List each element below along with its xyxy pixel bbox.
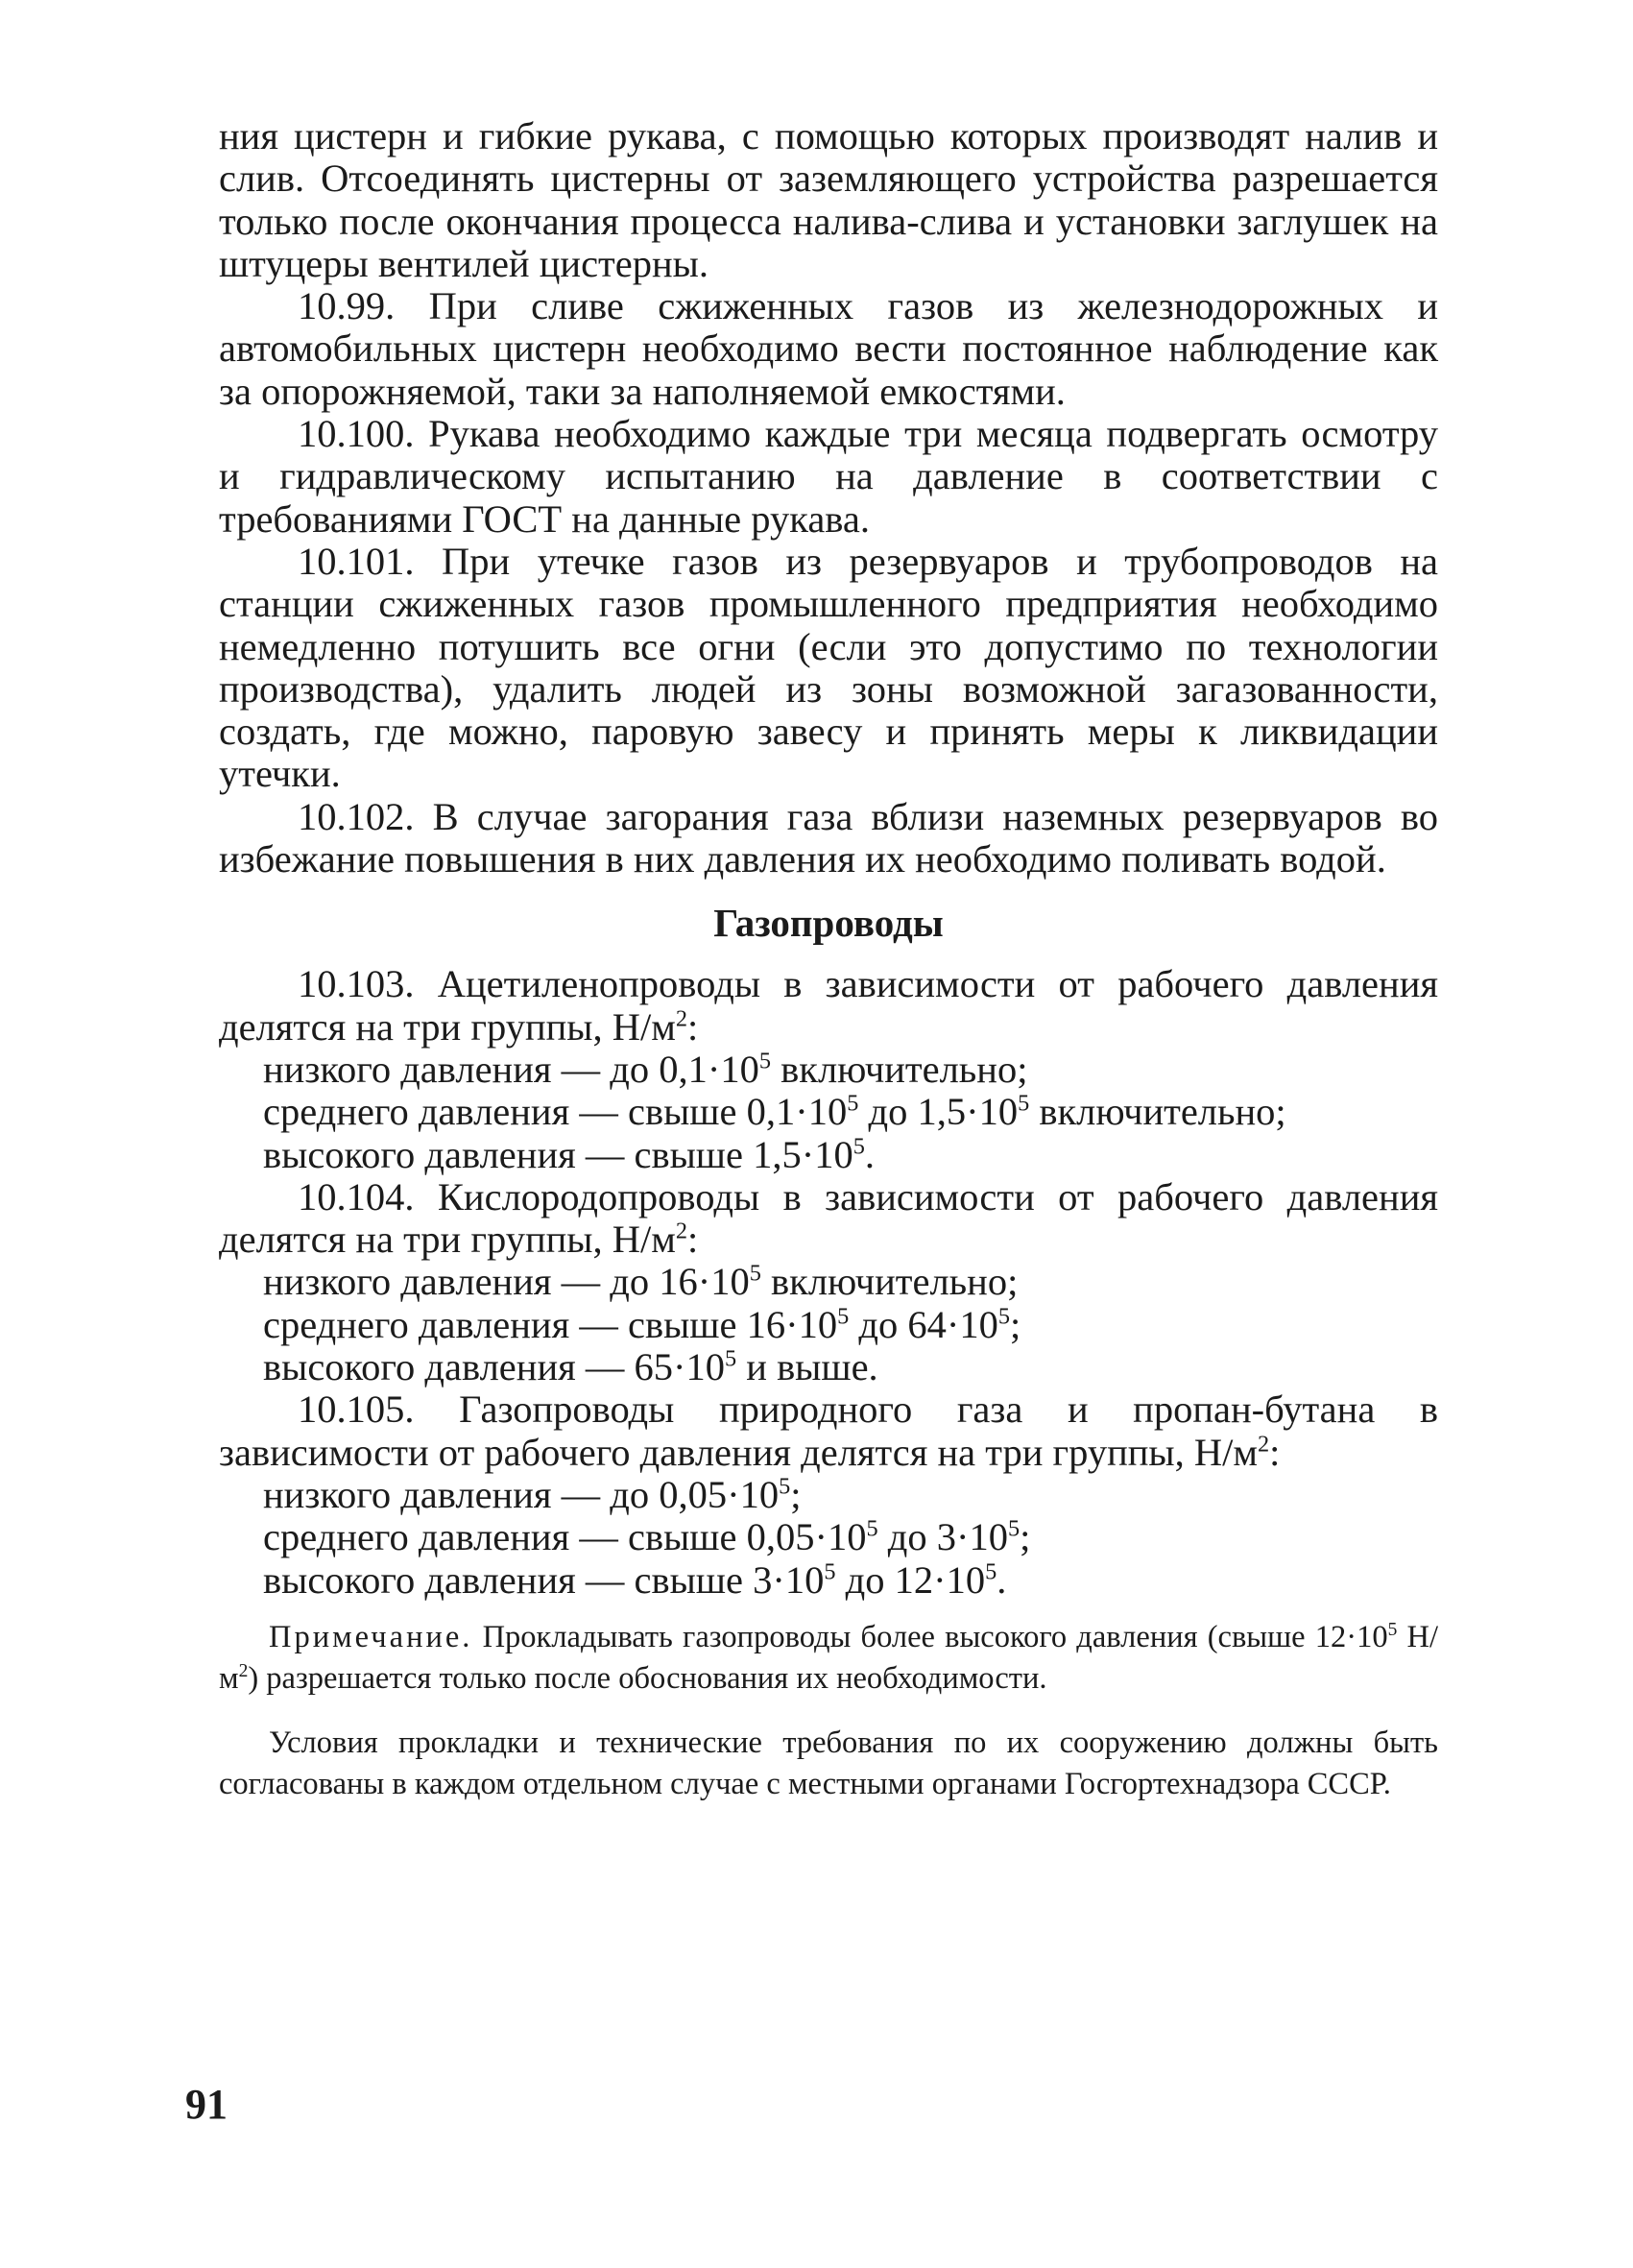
unit-exponent: 2 (1258, 1431, 1270, 1458)
pressure-low-10-104 (219, 1261, 1438, 1303)
item-text: . (997, 1557, 1007, 1602)
paragraph-10-104 (219, 1176, 1438, 1262)
exponent: 5 (837, 1303, 850, 1330)
exponent: 5 (866, 1515, 878, 1542)
pressure-high-10-103 (219, 1134, 1438, 1176)
note-label: Примечание. (269, 1619, 473, 1654)
page-number: 91 (185, 2081, 228, 2128)
item-text: до 1,5·10 (858, 1090, 1019, 1134)
paragraph-10-101: 10.101. При утечке газов из резервуаров и трубопроводов на станции сжиженных газов промышленного предприятия необходимо немедленно потушить все огни (если это допустимо по технологии производства), удалить людей из зоны возможной загазованности, создать, где можно, паровую завесу и принять меры к ликвидации утечки. (219, 539, 1438, 796)
item-text: включительно; (771, 1047, 1028, 1091)
item-text: среднего давления — свыше 0,1·10 (263, 1090, 848, 1134)
pressure-low-10-103 (219, 1049, 1438, 1091)
paragraph-text: 10.105. Газопроводы природного газа и пропан-бутана в зависимости от рабочего давления делятся на три группы, Н/м (219, 1387, 1438, 1474)
exponent: 5 (779, 1473, 791, 1500)
paragraph-10-102: 10.102. В случае загорания газа вблизи наземных резервуаров во избежание повышения в них давления их необходимо поливать водой. (219, 794, 1438, 881)
unit-exponent: 2 (675, 1005, 688, 1032)
exponent: 5 (824, 1558, 836, 1584)
paragraph-text: 10.103. Ацетиленопроводы в зависимости от рабочего давления делятся на три группы, Н/м (219, 962, 1438, 1049)
paragraph-10-103 (219, 963, 1438, 1049)
item-text: до 64·10 (849, 1302, 998, 1346)
exponent: 5 (1387, 1619, 1398, 1640)
exponent: 5 (997, 1303, 1010, 1330)
exponent: 5 (1007, 1515, 1021, 1542)
text-column (219, 115, 1438, 1805)
item-text: ; (790, 1472, 802, 1516)
item-text: . (864, 1132, 875, 1176)
item-text: включительно; (760, 1260, 1019, 1304)
pressure-low-10-105 (219, 1474, 1438, 1516)
paragraph-text: 10.104. Кислородопроводы в зависимости от рабочего давления делятся на три группы, Н/м (219, 1174, 1438, 1262)
pressure-mid-10-104 (219, 1304, 1438, 1346)
item-text: высокого давления — свыше 1,5·10 (263, 1132, 853, 1176)
exponent: 5 (724, 1345, 737, 1372)
item-text: среднего давления — свыше 0,05·10 (263, 1515, 867, 1559)
item-text: до 3·10 (877, 1515, 1008, 1559)
colon: : (687, 1004, 699, 1049)
item-text: включительно; (1029, 1090, 1286, 1134)
section-heading: Газопроводы (713, 901, 944, 946)
item-text: низкого давления — до 0,05·10 (263, 1472, 780, 1516)
closing-paragraph: Условия прокладки и технические требования по их сооружению должны быть согласованы в каждом отдельном случае с местными органами Госгортехнадзора СССР. (219, 1725, 1438, 1801)
item-text: высокого давления — 65·10 (263, 1345, 725, 1389)
unit-exponent: 2 (675, 1218, 688, 1244)
item-text: ; (1009, 1302, 1021, 1346)
paragraph-10-105 (219, 1388, 1438, 1474)
paragraph-10-100: 10.100. Рукава необходимо каждые три месяца подвергать осмотру и гидравлическому испытанию на давление в соответствии с требованиями ГОСТ на данные рукава. (219, 412, 1438, 541)
exponent: 5 (758, 1048, 772, 1074)
pressure-high-10-105 (219, 1559, 1438, 1602)
exponent: 5 (1018, 1090, 1030, 1117)
exponent: 5 (847, 1090, 859, 1117)
exponent: 2 (238, 1660, 249, 1681)
item-text: низкого давления — до 0,1·10 (263, 1047, 759, 1091)
note-paragraph (219, 1617, 1438, 1700)
note-text: Н/м (219, 1619, 1439, 1696)
item-text: высокого давления — свыше 3·10 (263, 1557, 825, 1602)
exponent: 5 (985, 1558, 997, 1584)
colon: : (1269, 1430, 1281, 1474)
exponent: 5 (749, 1260, 761, 1287)
colon: : (687, 1218, 699, 1262)
note-text: Прокладывать газопроводы более высокого давления (свыше 12·10 (472, 1619, 1388, 1654)
paragraph-continuation: ния цистерн и гибкие рукава, с помощью которых производят налив и слив. Отсоединять цистерны от заземляющего устройства разрешается только после окончания процесса налива-слива и установки заглушек на штуцеры вентилей цистерны. (219, 114, 1438, 285)
item-text: среднего давления — свыше 16·10 (263, 1302, 838, 1346)
item-text: ; (1020, 1515, 1031, 1559)
item-text: низкого давления — до 16·10 (263, 1260, 750, 1304)
exponent: 5 (853, 1133, 865, 1160)
item-text: до 12·10 (835, 1557, 986, 1602)
note-text: ) разрешается только после обоснования их необходимости. (248, 1660, 1047, 1696)
pressure-mid-10-105 (219, 1516, 1438, 1558)
item-text: и выше. (736, 1345, 878, 1389)
pressure-mid-10-103 (219, 1091, 1438, 1133)
pressure-high-10-104 (219, 1346, 1438, 1388)
paragraph-10-99: 10.99. При сливе сжиженных газов из железнодорожных и автомобильных цистерн необходимо вести постоянное наблюдение как за опорожняемой, таки за наполняемой емкостями. (219, 284, 1438, 413)
